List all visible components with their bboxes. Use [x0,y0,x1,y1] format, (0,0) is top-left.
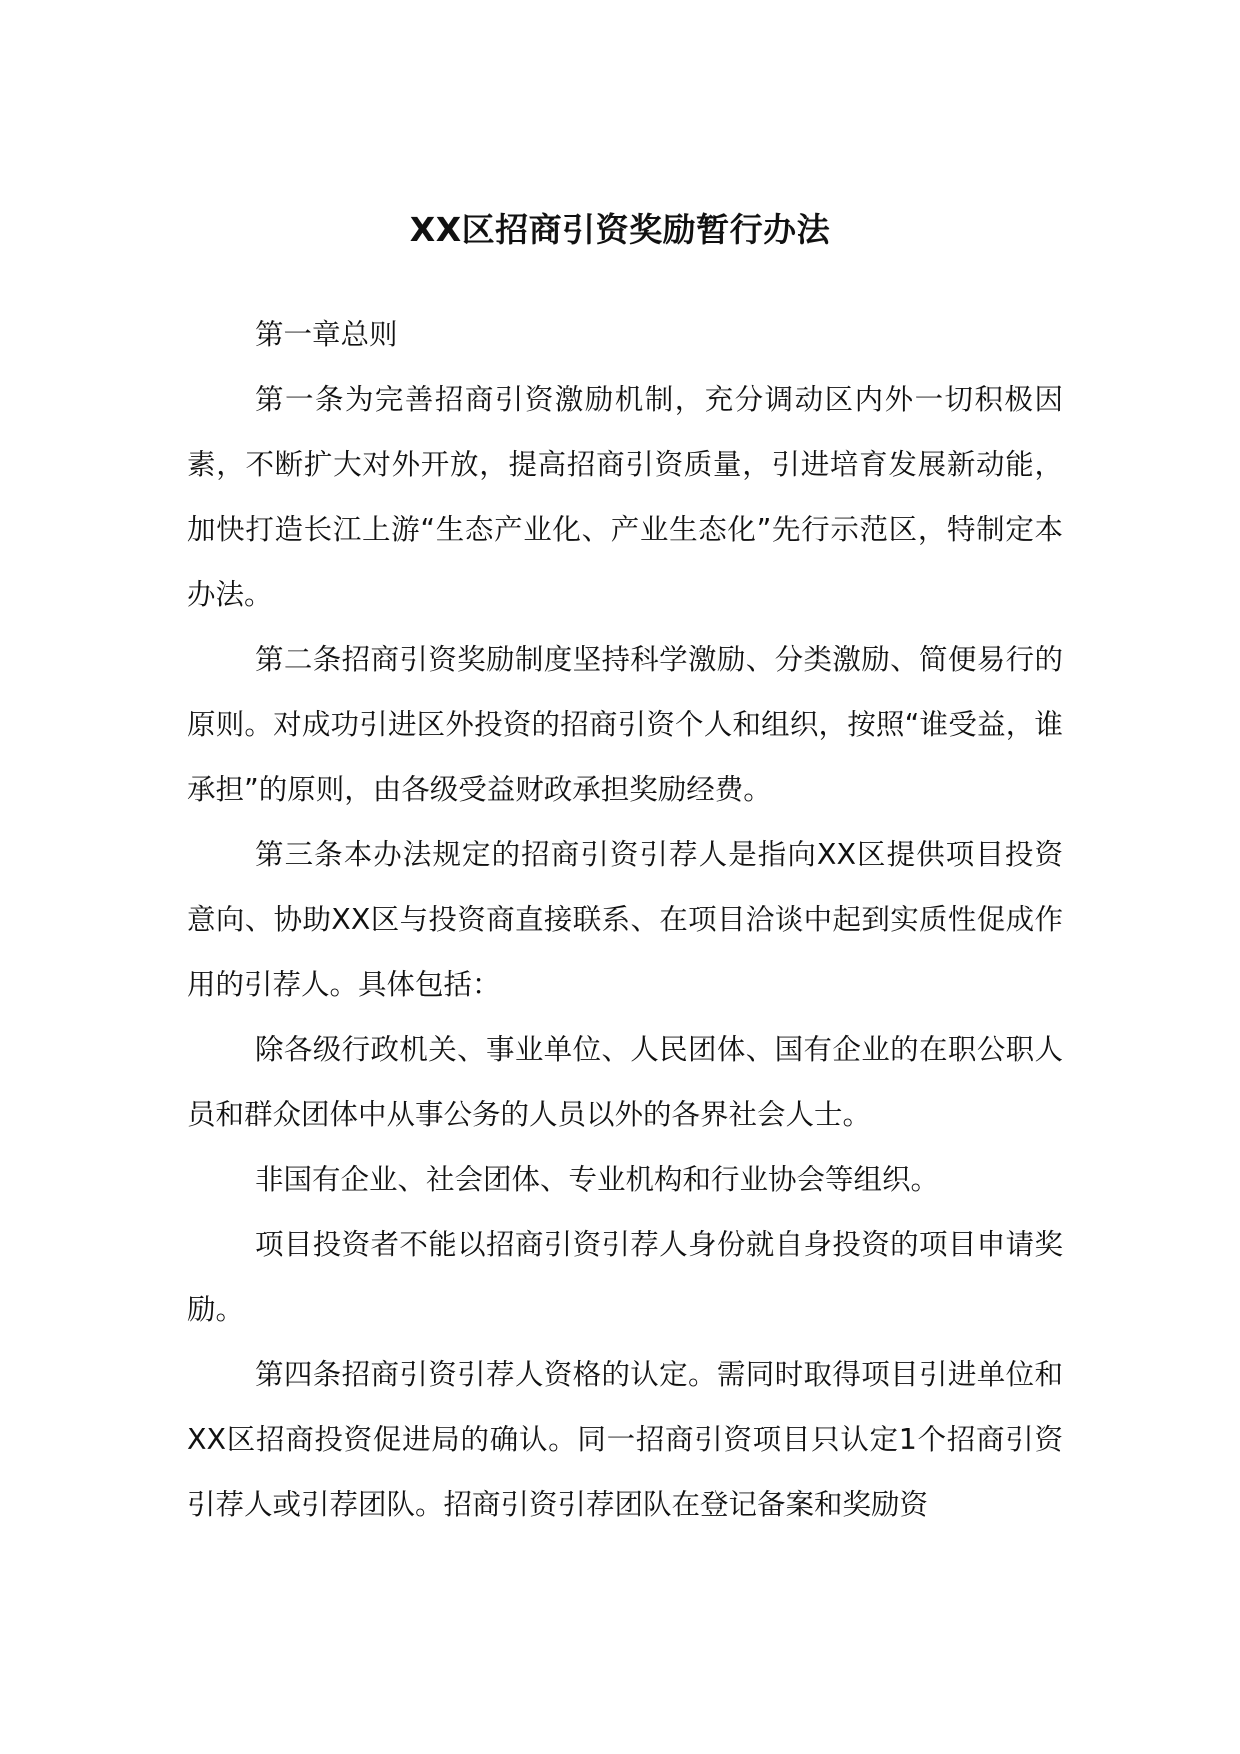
document-body [187,302,1063,1537]
article-2-paragraph: 第二条招商引资奖励制度坚持科学激励、分类激励、简便易行的原则。对成功引进区外投资的招商引资个人和组织，按照“谁受益，谁承担”的原则，由各级受益财政承担奖励经费。 [187,643,1063,806]
article-4-paragraph: 第四条招商引资引荐人资格的认定。需同时取得项目引进单位和XX区招商投资促进局的确认。同一招商引资项目只认定1个招商引资引荐人或引荐团队。招商引资引荐团队在登记备案和奖励资 [187,1358,1063,1521]
chapter-heading: 第一章总则 [255,318,398,351]
article-3-paragraph: 第三条本办法规定的招商引资引荐人是指向XX区提供项目投资意向、协助XX区与投资商直接联系、在项目洽谈中起到实质性促成作用的引荐人。具体包括： [187,838,1063,1001]
article-3-item-individuals: 除各级行政机关、事业单位、人民团体、国有企业的在职公职人员和群众团体中从事公务的人员以外的各界社会人士。 [187,1033,1063,1131]
article-3-exclusion: 项目投资者不能以招商引资引荐人身份就自身投资的项目申请奖励。 [187,1228,1063,1326]
document-title: XX区招商引资奖励暂行办法 [409,210,831,249]
article-3-item-organizations: 非国有企业、社会团体、专业机构和行业协会等组织。 [255,1163,940,1196]
article-1-paragraph: 第一条为完善招商引资激励机制，充分调动区内外一切积极因素，不断扩大对外开放，提高招商引资质量，引进培育发展新动能，加快打造长江上游“生态产业化、产业生态化”先行示范区，特制定本办法。 [187,383,1063,611]
